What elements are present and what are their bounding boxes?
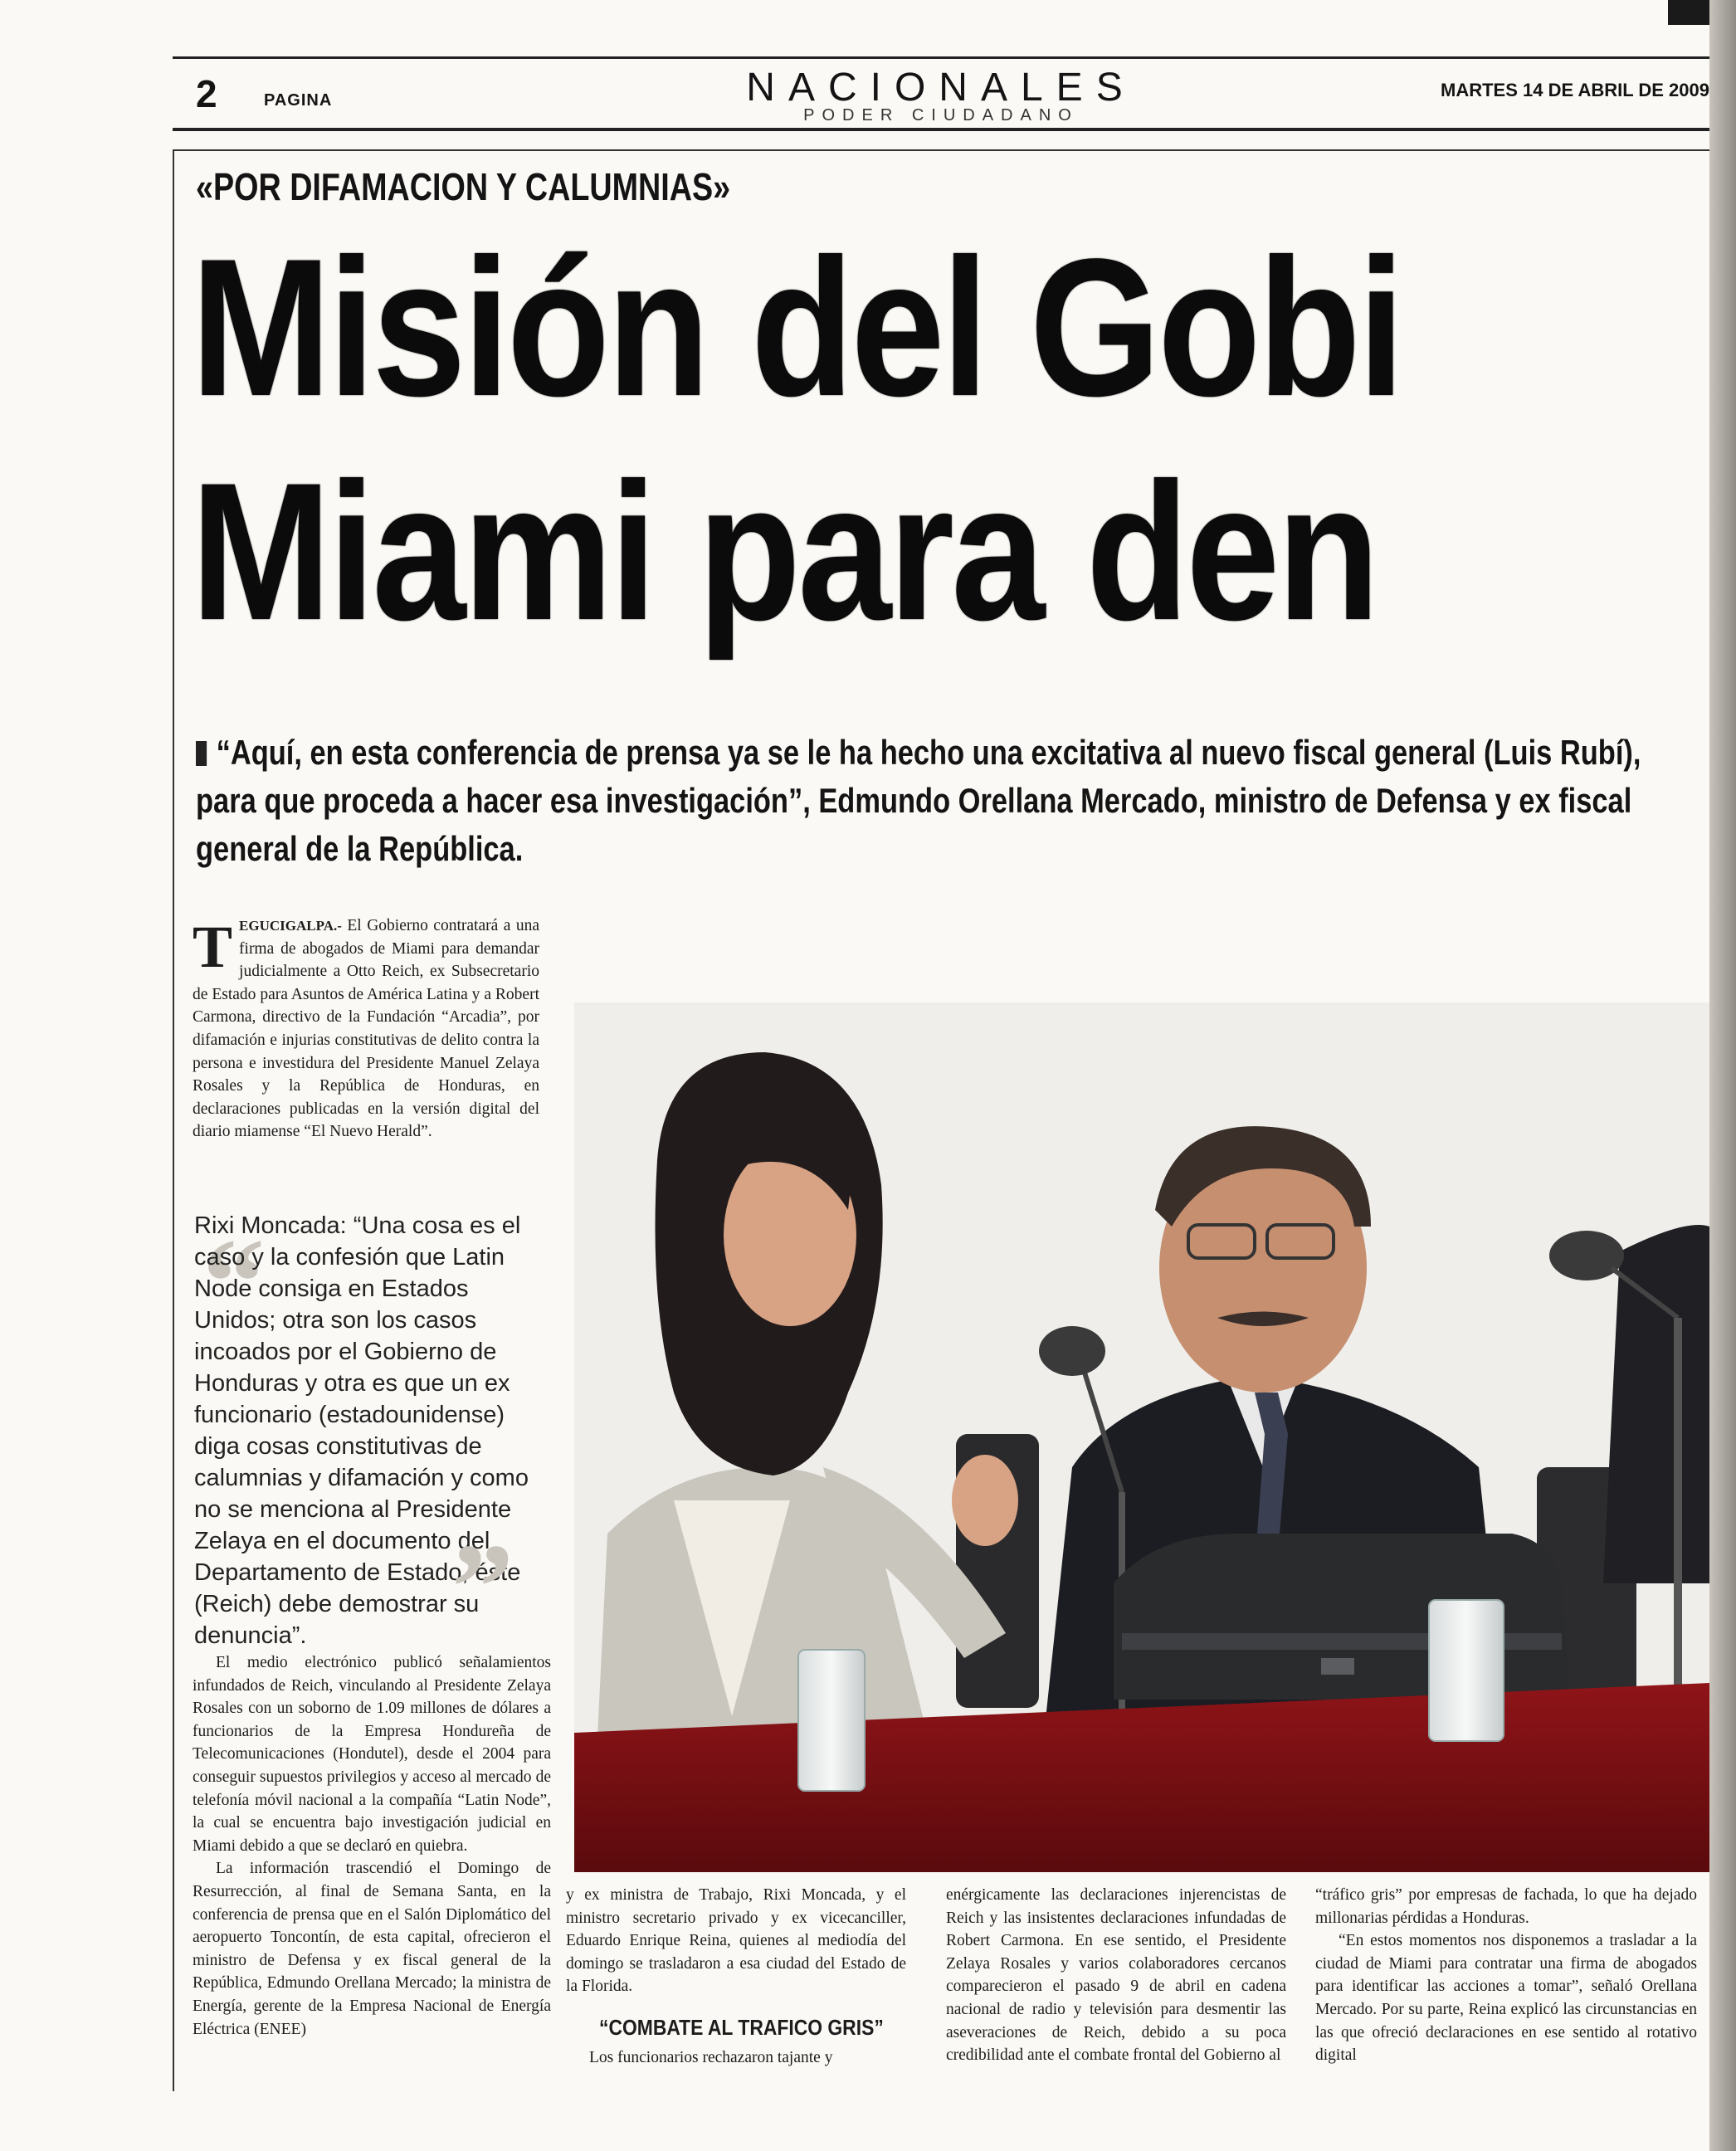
drop-cap: T: [193, 914, 233, 980]
page-label: PAGINA: [264, 91, 333, 110]
body-paragraph: “tráfico gris” por empresas de fachada, lo que ha dejado millonarias pérdidas a Honduras.: [1315, 1886, 1697, 1927]
press-conference-photo: [574, 1002, 1709, 1872]
deck-text: “Aquí, en esta conferencia de prensa ya se le ha hecho una excitativa al nuevo fiscal general (Luis Rubí), para que proceda a hacer esa investigación”, Edmundo Orellana Mercado, ministro de Defensa y ex fiscal general de la República.: [196, 733, 1641, 868]
body-column-4: [1315, 1884, 1697, 2067]
headline-line-2: Miami para den: [191, 442, 1378, 661]
body-paragraph: La información trascendió el Domingo de Resurrección, al final de Semana Santa, en la conferencia de prensa que en el Salón Diplomático del aeropuerto Toncontín, de esta capital, ofrecieron el ministro de Defensa y ex fiscal general de la República, Edmundo Orellana Mercado; la ministra de Energía, gerente de la Empresa Nacional de Energía Eléctrica (ENEE): [193, 1860, 551, 2038]
headline-block: [191, 216, 1709, 697]
headline-line-1: Misión del Gobi: [191, 218, 1402, 437]
body-column-3: [946, 1884, 1286, 2067]
body-paragraph: “En estos momentos nos disponemos a trasladar a la ciudad de Miami para contratar una firma de abogados para identificar las acciones a tomar”, señaló Orellana Mercado. Por su parte, Reina explicó las circunstancias en las que ofreció declaraciones en ese sentido al rotativo digital: [1315, 1932, 1697, 2065]
body-paragraph: enérgicamente las declaraciones injerencistas de Reich y las insistentes declaraciones infundadas de Robert Carmona. En ese sentido, el Presidente Zelaya Rosales y varios colaboradores cercanos comparecieron el pasado 9 de abril en cadena nacional de radio y televisión para desmentir las aseveraciones de Reich, debido a su poca credibilidad ante el combate frontal del Gobierno al: [946, 1886, 1286, 2065]
pull-quote: Rixi Moncada: “Una cosa es el caso y la confesión que Latin Node consiga en Estados Unidos; otra son los casos incoados por el Gobierno de Honduras y otra es que un ex funcionario (estadounidense) diga cosas constitutivas de calumnias y difamación y como no se menciona al Presidente Zelaya en el documento del Departamento de Estado, éste (Reich) debe demostrar su denuncia”.: [194, 1212, 529, 1649]
article-deck: [196, 729, 1693, 873]
deck-bullet-icon: [196, 741, 207, 766]
quote-close-mark: ”: [451, 1519, 514, 1656]
lead-paragraph: [193, 915, 539, 1144]
photo-illustration: [574, 1002, 1709, 1872]
masthead-bottom-rule: [173, 128, 1709, 131]
article-frame-left: [173, 149, 174, 2091]
section-subhead: “COMBATE AL TRAFICO GRIS”: [599, 2014, 884, 2040]
page-edge-shadow: [1709, 0, 1736, 2151]
body-column-2: [566, 1884, 906, 2070]
page-number: 2: [196, 72, 217, 115]
article-kicker: «POR DIFAMACION Y CALUMNIAS»: [196, 165, 731, 208]
issue-date: MARTES 14 DE ABRIL DE 2009: [1441, 80, 1709, 100]
body-paragraph: El medio electrónico publicó señalamientos infundados de Reich, vinculando al Presidente Zelaya Rosales con un soborno de 1.09 millones de dólares a funcionarios de la Empresa Hondureña de Telecomunicaciones (Hondutel), desde el 2004 para conseguir supuestos privilegios y acceso al mercado de telefonía móvil nacional a la compañía “Latin Node”, la cual se encuentra bajo investigación judicial en Miami debido a que se declaró en quiebra.: [193, 1654, 551, 1855]
masthead: [173, 56, 1709, 131]
masthead-top-rule: [173, 56, 1709, 59]
body-column-1: [193, 1651, 551, 2041]
binder-clip: [1668, 0, 1709, 25]
article-frame-top: [173, 149, 1709, 151]
section-title: NACIONALES: [746, 66, 1136, 110]
dateline: EGUCIGALPA.-: [239, 918, 342, 934]
quote-open-mark: “: [202, 1213, 265, 1351]
section-subtitle: PODER CIUDADANO: [803, 106, 1079, 124]
body-paragraph: y ex ministra de Trabajo, Rixi Moncada, y el ministro secretario privado y ex vicecanciller, Eduardo Enrique Reina, quienes al mediodía del domingo se trasladaron a esa ciudad del Estado de la Florida.: [566, 1886, 906, 1996]
body-paragraph: Los funcionarios rechazaron tajante y: [589, 2048, 833, 2066]
lead-text: El Gobierno contratará a una firma de abogados de Miami para demandar judicialmente a Otto Reich, ex Subsecretario de Estado para Asuntos de América Latina y a Robert Carmona, directivo de la Fundación “Arcadia”, por difamación e injurias constitutivas de delito contra la persona e investidura del Presidente Manuel Zelaya Rosales y la República de Honduras, en declaraciones publicadas en la versión digital del diario miamense “El Nuevo Herald”.: [193, 917, 539, 1141]
